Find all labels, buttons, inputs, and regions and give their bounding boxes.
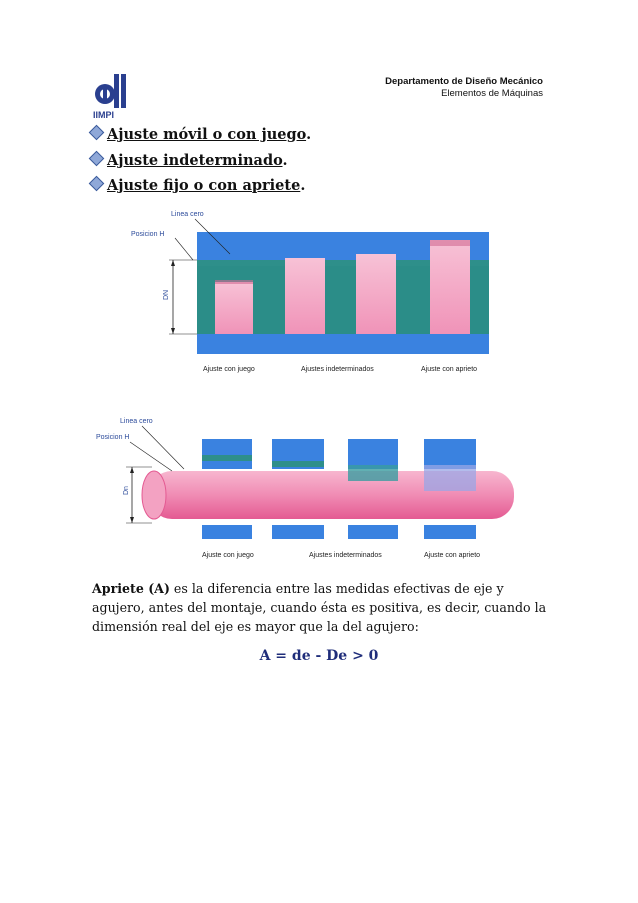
position-h-label: Posicion H [131,231,165,238]
diamond-bullet-icon [89,151,105,167]
fit-diagram-shaft-hole [92,405,522,565]
logo-text: IIMPI [93,110,115,120]
bullet-text: Ajuste indeterminado [107,152,283,169]
diamond-bullet-icon [89,176,105,192]
caption-clearance: Ajuste con juego [203,366,255,373]
caption-transition: Ajustes indeterminados [301,366,374,373]
definition-text: es la diferencia entre las medidas efectivas de eje y agujero, antes del montaje, cuando ésta es positiva, es decir, cuando la dimensión real del eje es mayor que la del agujero: [92,581,547,634]
hole-wall-bottom [197,334,489,354]
shaft-transition-1 [285,258,325,334]
iimpi-logo [92,72,128,120]
position-h-label: Posicion H [96,434,130,441]
shaft-interference [430,240,470,334]
zero-line-label: Linea cero [120,418,153,425]
fit-diagram-tolerance-zones [125,200,495,380]
dn-label: Dn [123,486,130,495]
zero-line-label: Linea cero [171,211,204,218]
formula: A = de - De > 0 [259,648,379,664]
bullet-item: Ajuste fijo o con apriete. [91,177,305,194]
term-apriete: Apriete (A) [92,581,170,596]
subject-name: Elementos de Máquinas [441,88,543,99]
department-name: Departamento de Diseño Mecánico [385,76,543,87]
shaft-clearance [215,282,253,334]
bullet-text: Ajuste móvil o con juego [107,126,307,143]
caption-interference: Ajuste con aprieto [421,366,478,373]
bullet-item: Ajuste móvil o con juego. [91,126,311,143]
caption-transition: Ajustes indeterminados [309,552,382,559]
definition-paragraph [92,579,552,636]
diamond-bullet-icon [89,125,105,141]
shaft-transition-2 [356,254,396,334]
dn-label: DN [163,289,170,300]
caption-clearance: Ajuste con juego [202,552,254,559]
bullet-item: Ajuste indeterminado. [91,152,288,169]
bullet-text: Ajuste fijo o con apriete [107,177,301,194]
page-header [385,76,543,100]
caption-interference: Ajuste con aprieto [424,552,481,559]
